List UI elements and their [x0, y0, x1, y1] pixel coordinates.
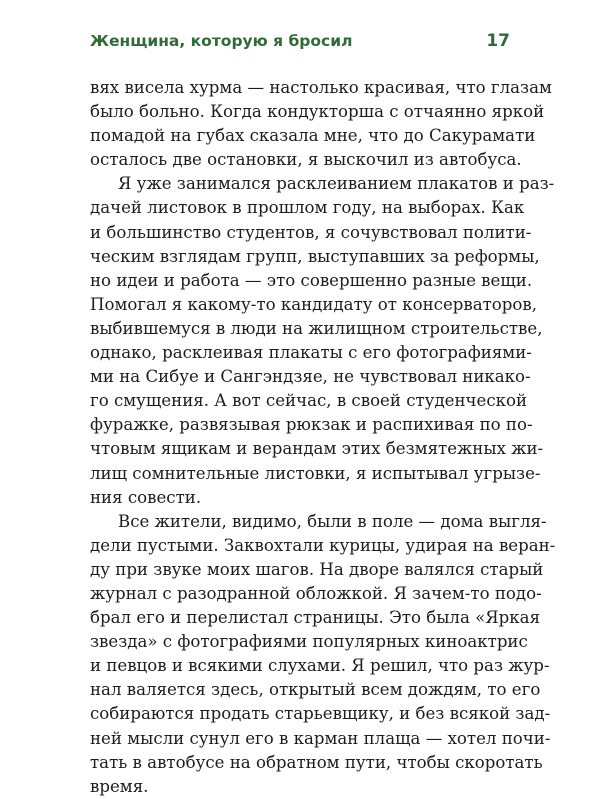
text-line: брал его и перелистал страницы. Это была «Яркая	[90, 608, 541, 628]
text-line: помадой на губах сказала мне, что до Сакурамати	[90, 126, 536, 146]
text-line: и большинство студентов, я сочувствовал полити-	[90, 222, 532, 242]
text-line: Помогал я какому-то кандидату от консерваторов,	[90, 294, 538, 314]
page-number: 17	[486, 31, 510, 51]
text-line: фуражке, развязывая рюкзак и распихивая по по-	[90, 415, 533, 435]
text-line: журнал с разодранной обложкой. Я зачем-то подо-	[90, 583, 542, 603]
text-line: ду при звуке моих шагов. На дворе валялся старый	[90, 559, 544, 579]
paragraph	[90, 76, 552, 172]
text-line: но идеи и работа — это совершенно разные вещи.	[90, 270, 533, 290]
text-line: ния совести.	[90, 487, 202, 507]
text-line: выбившемуся в люди на жилищном строительстве,	[90, 318, 543, 338]
text-line: и певцов и всякими слухами. Я решил, что раз жур-	[90, 656, 550, 676]
text-line: лищ сомнительные листовки, я испытывал угрызе-	[90, 463, 541, 483]
text-line: го смущения. А вот сейчас, в своей студенческой	[90, 391, 528, 411]
text-line: нал валяется здесь, открытый всем дождям, то его	[90, 680, 541, 700]
text-line: звезда» с фотографиями популярных киноактрис	[90, 632, 528, 652]
text-line: чтовым ящикам и верандам этих безмятежных жи-	[90, 439, 544, 459]
chapter-title: Женщина, которую я бросил	[90, 32, 353, 50]
text-line: время.	[90, 776, 149, 796]
text-line: дачей листовок в прошлом году, на выборах. Как	[90, 198, 525, 218]
text-line: ней мысли сунул его в карман плаща — хотел почи-	[90, 728, 551, 748]
text-line: ми на Сибуе и Сангэндзяе, не чувствовал никако-	[90, 367, 531, 387]
body-text	[90, 76, 556, 799]
text-line: вях висела хурма — настолько красивая, что глазам	[90, 78, 552, 97]
paragraph	[90, 510, 556, 799]
text-line: ческим взглядам групп, выступавших за реформы,	[90, 246, 540, 266]
text-line: Я уже занимался расклеиванием плакатов и раз-	[118, 174, 555, 194]
running-header	[90, 32, 510, 56]
paragraph	[90, 172, 555, 509]
text-line: тать в автобусе на обратном пути, чтобы скоротать	[90, 752, 543, 772]
text-line: Все жители, видимо, были в поле — дома выгля-	[118, 511, 547, 531]
text-line: дели пустыми. Заквохтали курицы, удирая на веран-	[90, 535, 556, 555]
text-line: однако, расклеивая плакаты с его фотографиями-	[90, 343, 532, 363]
text-line: было больно. Когда кондукторша с отчаянно яркой	[90, 102, 545, 122]
text-line: собираются продать старьевщику, и без всякой зад-	[90, 704, 551, 724]
text-line: осталось две остановки, я выскочил из автобуса.	[90, 150, 522, 170]
